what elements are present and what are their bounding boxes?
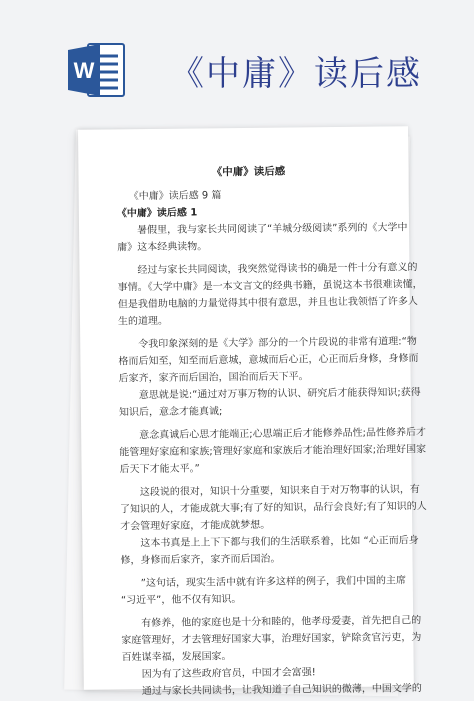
text-line: 事情。《大学中庸》是一本文言文的经典书籍，虽说这本书很难读懂，: [117, 279, 423, 294]
text-line: ”这句话，现实生活中就有许多这样的例子，我们中国的主席: [140, 575, 406, 590]
text-line: 格而后知至，知至而后意城，意城而后心正，心正而后身修，身修而: [118, 353, 419, 368]
text-line: 这段说的很对，知识十分重要，知识来自于对万物事的认识，有: [139, 484, 420, 499]
word-doc-icon: [68, 42, 126, 98]
word-doc-letter: W: [73, 58, 95, 83]
text-line: 经过与家长共同阅读，我突然觉得读书的确是一件十分有意义的: [137, 262, 418, 277]
text-line: 知识后，意念才能真诚;: [118, 406, 223, 419]
text-line: 修，身修而后家齐，家齐而后国治。: [120, 553, 281, 567]
document-body: [116, 163, 427, 701]
text-line: 才会管理好家庭，才能成就梦想。: [120, 519, 271, 533]
text-line: 这本书真是上上下下都与我们的生活联系着，比如 “心正而后身: [140, 535, 419, 550]
section-heading: 《中庸》读后感 1: [116, 207, 198, 220]
text-line: “习近平”，他不仅有知识。: [120, 594, 242, 607]
text-line: 暑假里，我与家长共同阅读了“羊城分级阅读”系列的《大学中: [137, 222, 408, 237]
header-banner: [0, 0, 474, 110]
text-line: 令我印象深刻的是《大学》部分的一个片段说的非常有道理:“物: [138, 336, 417, 351]
text-line: 百姓谋幸福，发展国家。: [121, 651, 232, 664]
text-line: 意思就是说:“通过对万事万物的认识、研究后才能获得知识;获得: [138, 387, 421, 402]
text-line: 但是我借助电脑的力量觉得其中很有意思，并且也让我领悟了许多人: [117, 296, 418, 311]
document-paragraphs: [117, 220, 427, 701]
text-line: 通过与家长共同读书，让我知道了自己知识的微薄，中国文学的: [141, 683, 422, 698]
text-line: 有修养，他的家庭也是十分和睦的，他孝母爱妻，首先把自己的: [141, 615, 422, 630]
text-line: 后天下才能太平。”: [119, 463, 200, 476]
document-title: 《中庸》读后感: [211, 165, 286, 179]
text-line: 家庭管理好，才去管理好国家大事，治理好国家，铲除贪官污吏，为: [121, 632, 422, 647]
document-subtitle: 《中庸》读后感 9 篇: [128, 190, 222, 203]
text-line: 生的道理。: [117, 315, 169, 328]
text-line: 庸》这本经典读物。: [117, 241, 208, 254]
document-page: [78, 126, 427, 698]
text-line: 能管理好家庭和家族;管理好家庭和家族后才能治理好国家;治理好国家: [119, 444, 427, 459]
text-line: 后家齐，家齐而后国治，国治而后天下平。: [118, 371, 309, 385]
text-line: 意念真诚后心思才能端正;心思端正后才能修养品性;品性修养后才: [139, 427, 427, 442]
text-line: 了知识的人，才能成就大事;有了好的知识，品行会良好;有了知识的人: [119, 501, 427, 516]
page-title: 《中庸》读后感: [170, 54, 422, 94]
text-line: 因为有了这些政府官员，中国才会富强!: [141, 667, 316, 681]
